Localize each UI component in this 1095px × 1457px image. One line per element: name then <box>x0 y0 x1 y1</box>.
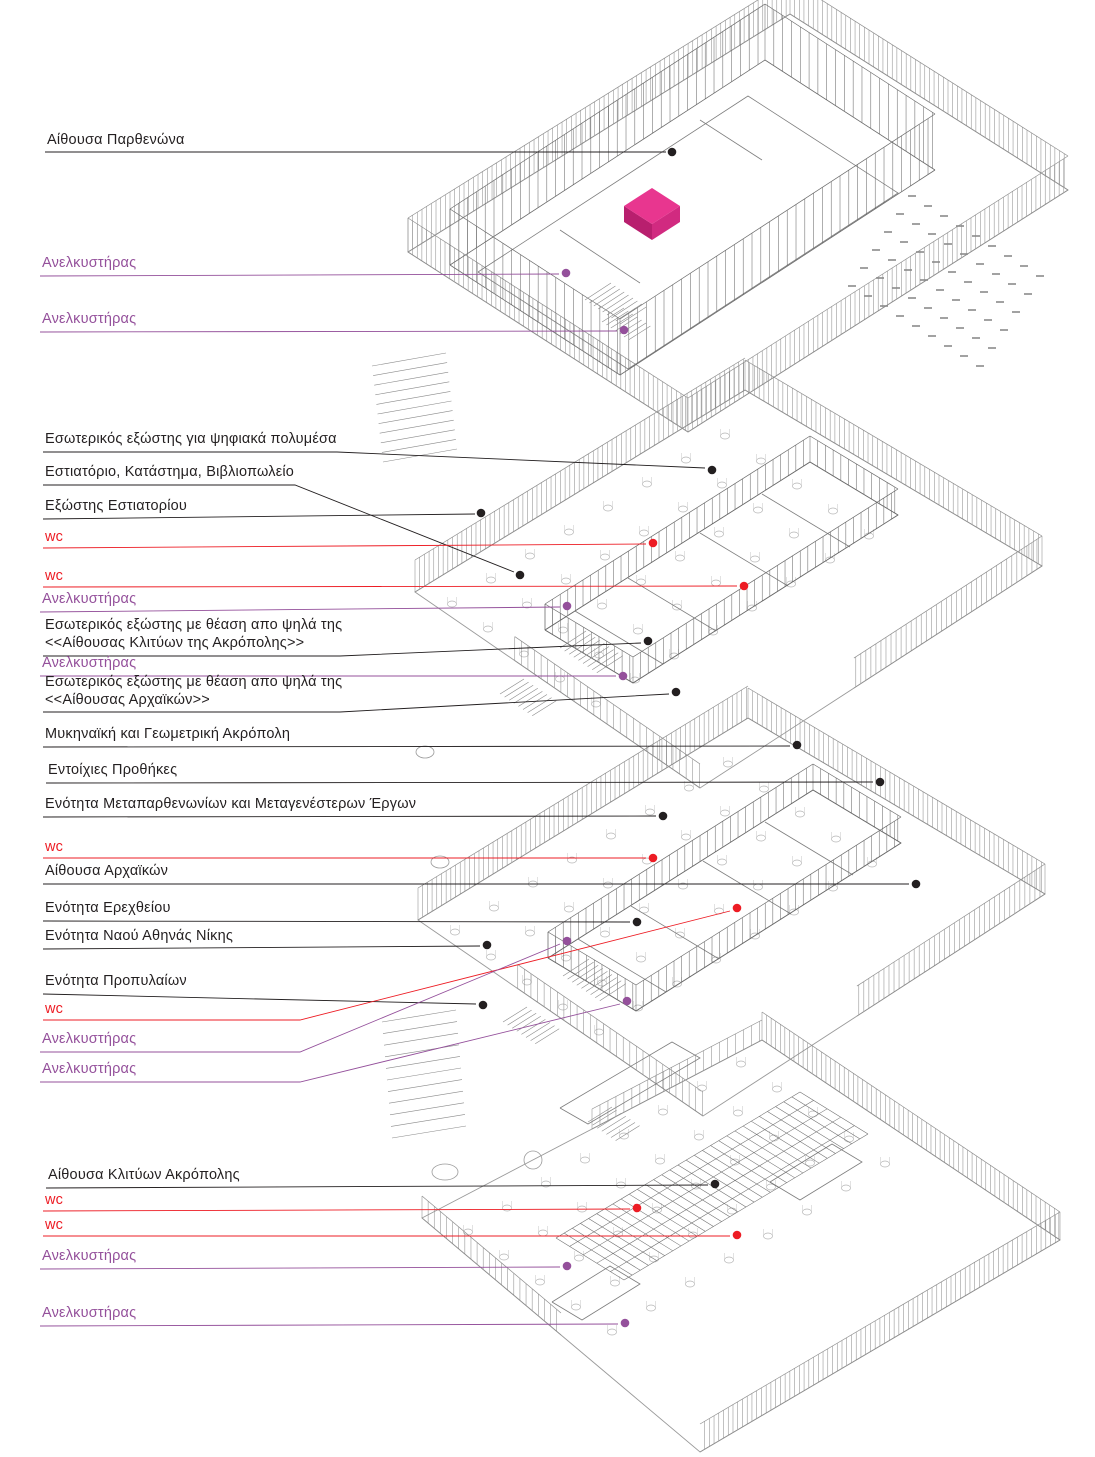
label-wc-6: wc <box>45 1217 64 1233</box>
label-elevator-1: Ανελκυστήρας <box>42 255 137 271</box>
dot-wc-2 <box>740 582 749 591</box>
dot-elevator-6 <box>623 997 632 1006</box>
label-mycenaean-geometric-acropolis: Μυκηναϊκή και Γεωμετρική Ακρόπολη <box>45 726 291 742</box>
dot-multimedia-mezzanine <box>708 466 717 475</box>
dot-elevator-8 <box>621 1319 630 1328</box>
label-erechtheion-section: Ενότητα Ερεχθείου <box>45 900 171 916</box>
dot-elevator-5 <box>563 937 572 946</box>
column-grid <box>464 1057 890 1335</box>
label-multimedia-mezzanine: Εσωτερικός εξώστης για ψηφιακά πολυμέσα <box>45 431 337 447</box>
label-slopes-view-mezzanine: Εσωτερικός εξώστης με θέαση απο ψηλά της <<Αίθουσας Κλιτύων της Ακρόπολης>> <box>45 617 343 651</box>
label-wc-3: wc <box>45 839 64 855</box>
dot-post-parthenon-works-section <box>659 812 668 821</box>
label-wc-5: wc <box>45 1192 64 1208</box>
dot-elevator-4 <box>619 672 628 681</box>
skylight-grid <box>848 196 1044 366</box>
label-parthenon-hall: Αίθουσα Παρθενώνα <box>47 132 185 148</box>
dot-archaic-gallery <box>912 880 921 889</box>
highlighted-parthenon-frieze-block <box>624 188 680 240</box>
label-elevator-2: Ανελκυστήρας <box>42 311 137 327</box>
label-elevator-7: Ανελκυστήρας <box>42 1248 137 1264</box>
dot-acropolis-slopes-hall <box>711 1180 720 1189</box>
label-elevator-4: Ανελκυστήρας <box>42 655 137 671</box>
dot-mycenaean-geometric-acropolis <box>793 741 802 750</box>
floor-plate-parthenon-level <box>408 0 1068 432</box>
label-elevator-3: Ανελκυστήρας <box>42 591 137 607</box>
floor-plate-level-2 <box>415 358 1042 788</box>
dot-wc-5 <box>633 1204 642 1213</box>
dot-elevator-1 <box>562 269 571 278</box>
label-elevator-5: Ανελκυστήρας <box>42 1031 137 1047</box>
label-athena-nike-temple-section: Ενότητα Ναού Αθηνάς Νίκης <box>45 928 234 944</box>
dot-wc-4 <box>733 904 742 913</box>
label-elevator-8: Ανελκυστήρας <box>42 1305 137 1321</box>
dot-restaurant-shop-bookstore <box>516 571 525 580</box>
label-archaic-gallery: Αίθουσα Αρχαϊκών <box>45 863 169 879</box>
dot-wc-1 <box>649 539 658 548</box>
label-restaurant-balcony: Εξώστης Εστιατορίου <box>45 498 188 514</box>
label-restaurant-shop-bookstore: Εστιατόριο, Κατάστημα, Βιβλιοπωλείο <box>45 464 295 480</box>
dot-erechtheion-section <box>633 918 642 927</box>
label-wc-2: wc <box>45 568 64 584</box>
floor-plate-level-1 <box>418 686 1045 1116</box>
dot-athena-nike-temple-section <box>483 941 492 950</box>
dot-elevator-7 <box>563 1262 572 1271</box>
label-post-parthenon-works-section: Ενότητα Μεταπαρθενωνίων και Μεταγενέστερων Έργων <box>45 796 417 812</box>
dot-slopes-view-mezzanine <box>644 637 653 646</box>
leader-lines <box>40 152 909 1326</box>
floor-plate-ground-level <box>422 1012 1060 1452</box>
dot-restaurant-balcony <box>477 509 486 518</box>
dot-wc-6 <box>733 1231 742 1240</box>
dot-elevator-2 <box>620 326 629 335</box>
label-elevator-6: Ανελκυστήρας <box>42 1061 137 1077</box>
dot-parthenon-hall <box>668 148 677 157</box>
label-acropolis-slopes-hall: Αίθουσα Κλιτύων Ακρόπολης <box>48 1167 240 1183</box>
label-propylaia-section: Ενότητα Προπυλαίων <box>45 973 187 989</box>
label-wall-display-cases: Εντοίχιες Προθήκες <box>48 762 178 778</box>
dot-wc-3 <box>649 854 658 863</box>
dot-elevator-3 <box>563 602 572 611</box>
location-dots <box>477 148 921 1328</box>
dot-wall-display-cases <box>876 778 885 787</box>
label-wc-1: wc <box>45 529 64 545</box>
dot-archaic-view-mezzanine <box>672 688 681 697</box>
stair-ramps <box>372 353 466 1138</box>
dot-propylaia-section <box>479 1001 488 1010</box>
label-archaic-view-mezzanine: Εσωτερικός εξώστης με θέαση απο ψηλά της <<Αίθουσας Αρχαϊκών>> <box>45 674 343 708</box>
label-wc-4: wc <box>45 1001 64 1017</box>
